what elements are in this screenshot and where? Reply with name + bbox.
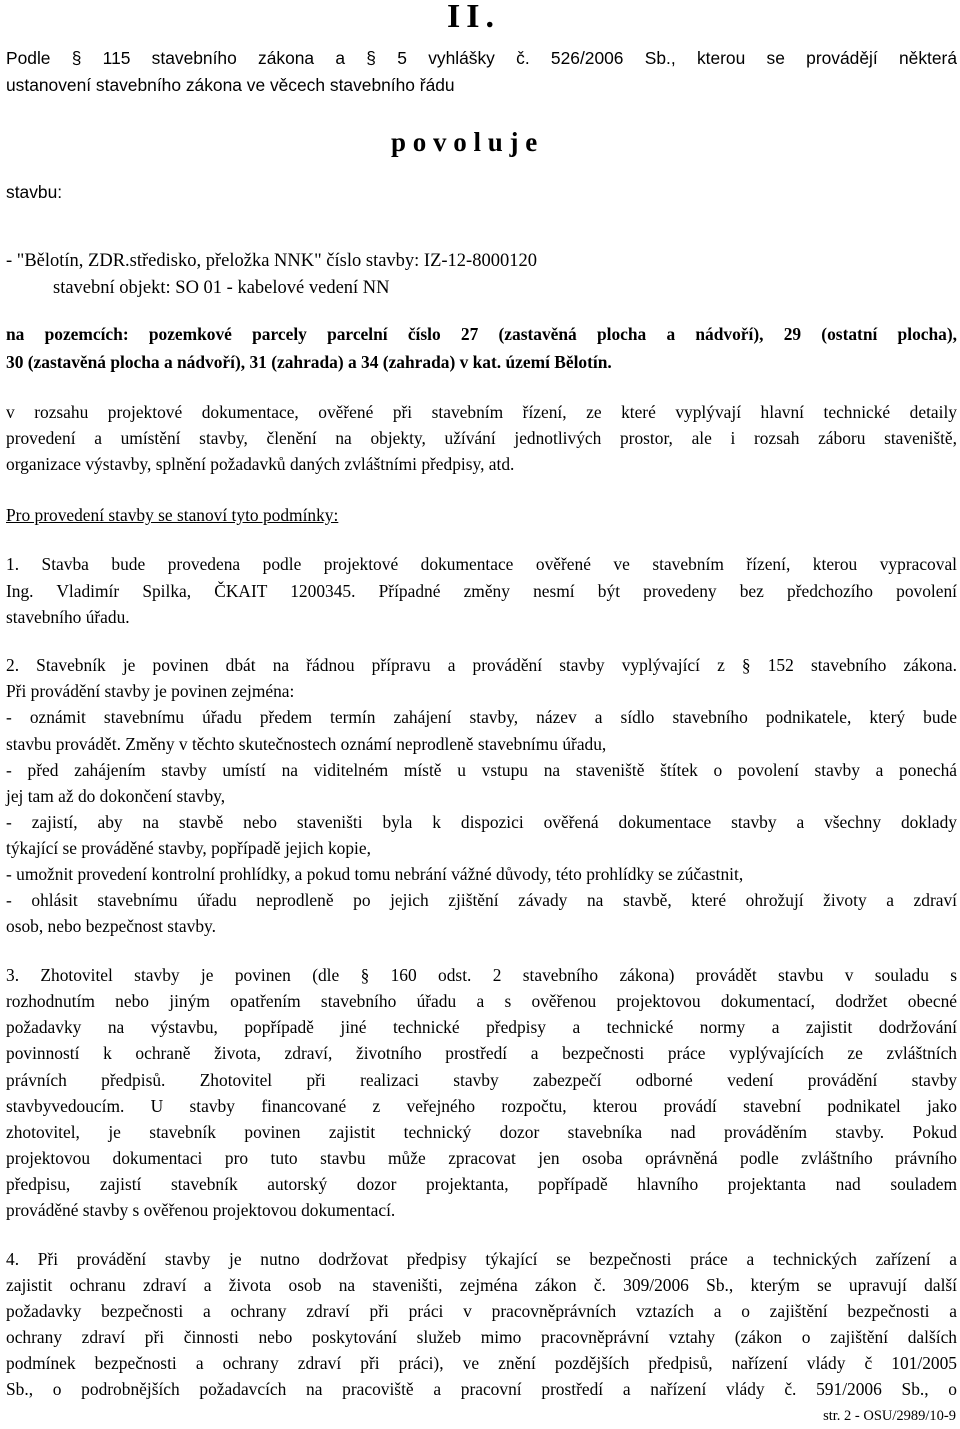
condition-4-line: ochrany zdraví při činnosti nebo poskytování služeb mimo pracovněprávní vztahy (zákon o zajištění dalších: [6, 1327, 957, 1347]
page-footer: str. 2 - OSU/2989/10-9: [823, 1408, 956, 1424]
condition-3-line: předpisu, zajistí stavebník autorský dozor projektanta, popřípadě hlavního projektanta nad souladem: [6, 1174, 957, 1194]
condition-3-line: zhotovitel, je stavebník povinen zajistit technický dozor stavebníka nad prováděním stavby. Pokud: [6, 1122, 957, 1142]
conditions-title: Pro provedení stavby se stanoví tyto podmínky:: [6, 505, 339, 525]
condition-2-line: stavbu provádět. Změny v těchto skutečnostech oznámí neprodleně stavebnímu úřadu,: [6, 734, 607, 754]
intro-line: ustanovení stavebního zákona ve věcech stavebního řádu: [6, 75, 455, 95]
parcels-line: na pozemcích: pozemkové parcely parcelní číslo 27 (zastavěná plocha a nádvoří), 29 (ostatní plocha),: [6, 324, 957, 344]
condition-3-line: projektovou dokumentaci pro tuto stavbu může zpracovat jen osoba oprávněná podle zvláštního právního: [6, 1148, 957, 1168]
scope-line: organizace výstavby, splnění požadavků daných zvláštními předpisy, atd.: [6, 454, 515, 474]
condition-2-line: Při provádění stavby je povinen zejména:: [6, 681, 295, 701]
condition-4-line: podmínek bezpečnosti a ochrany zdraví při práci), ve znění pozdějších předpisů, nařízení vlády č 101/2005: [6, 1353, 957, 1373]
parcels-line: 30 (zastavěná plocha a nádvoří), 31 (zahrada) a 34 (zahrada) v kat. území Bělotín.: [6, 352, 612, 372]
condition-2-line: - umožnit provedení kontrolní prohlídky, a pokud tomu nebrání vážné důvody, této prohlídky se zúčastnit,: [6, 864, 744, 884]
condition-2-line: týkající se prováděné stavby, popřípadě jejich kopie,: [6, 838, 371, 858]
condition-2-line: jej tam až do dokončení stavby,: [6, 786, 226, 806]
condition-3-line: právních předpisů. Zhotovitel při realizaci stavby zabezpečí odborné vedení provádění stavby: [6, 1070, 957, 1090]
intro-line: Podle § 115 stavebního zákona a § 5 vyhlášky č. 526/2006 Sb., kterou se provádějí některá: [6, 48, 957, 68]
condition-2-line: - zajistí, aby na stavbě nebo staveništi byla k dispozici ověřená dokumentace stavby a všechny doklady: [6, 812, 957, 832]
condition-4-line: zajistit ochranu zdraví a života osob na staveništi, zejména zákon č. 309/2006 Sb., kterým se upravují další: [6, 1275, 957, 1295]
condition-3-line: povinností k ochraně života, zdraví, životního prostředí a bezpečnosti práce vyplývajících ze zvláštních: [6, 1043, 957, 1063]
condition-4-line: požadavky bezpečnosti a ochrany zdraví při práci v pracovněprávních vztazích a o zajištění bezpečnosti a: [6, 1301, 957, 1321]
condition-2-line: - ohlásit stavebnímu úřadu neprodleně po jejich zjištění závady na stavbě, které ohrožují životy a zdraví: [6, 890, 957, 910]
condition-1-line: 1. Stavba bude provedena podle projektové dokumentace ověřené ve stavebním řízení, kterou vypracoval: [6, 554, 957, 574]
condition-4-line: Sb., o podrobnějších požadavcích na pracoviště a pracovní prostředí a nařízení vlády č. 591/2006 Sb., o: [6, 1379, 957, 1399]
section-heading: II.: [447, 0, 500, 35]
stavba-title: - "Bělotín, ZDR.středisko, přeložka NNK" číslo stavby: IZ-12-8000120: [6, 251, 537, 271]
condition-1-line: stavebního úřadu.: [6, 607, 130, 627]
condition-3-line: 3. Zhotovitel stavby je povinen (dle § 160 odst. 2 stavebního zákona) provádět stavbu v souladu s: [6, 965, 957, 985]
condition-1-line: Ing. Vladimír Spilka, ČKAIT 1200345. Případné změny nesmí být provedeny bez předchozího povolení: [6, 581, 957, 601]
scope-line: v rozsahu projektové dokumentace, ověřené při stavebním řízení, ze které vyplývají hlavní technické detaily: [6, 402, 957, 422]
stavbu-label: stavbu:: [6, 182, 63, 202]
condition-3-line: stavbyvedoucím. U stavby financované z veřejného rozpočtu, kterou provádí stavební podnikatel jako: [6, 1096, 957, 1116]
scope-line: provedení a umístění stavby, členění na objekty, užívání jednotlivých prostor, ale i rozsah záboru staveniště,: [6, 428, 957, 448]
condition-2-line: osob, nebo bezpečnost stavby.: [6, 916, 216, 936]
condition-3-line: prováděné stavby s ověřenou projektovou dokumentací.: [6, 1200, 396, 1220]
condition-2-line: 2. Stavebník je povinen dbát na řádnou přípravu a provádění stavby vyplývající z § 152 stavebního zákona.: [6, 655, 957, 675]
condition-3-line: požadavky na výstavbu, popřípadě jiné technické předpisy a technické normy a zajistit dodržování: [6, 1017, 957, 1037]
decision-word: p o v o l u j e: [391, 127, 538, 157]
condition-4-line: 4. Při provádění stavby je nutno dodržovat předpisy týkající se bezpečnosti práce a technických zařízení a: [6, 1249, 957, 1269]
condition-3-line: rozhodnutím nebo jiným opatřením stavebního úřadu a s ověřenou projektovou dokumentací, dodržet obecné: [6, 991, 957, 1011]
condition-2-line: - před zahájením stavby umístí na viditelném místě u vstupu na staveniště štítek o povolení stavby a ponechá: [6, 760, 957, 780]
condition-2-line: - oznámit stavebnímu úřadu předem termín zahájení stavby, název a sídlo stavebního podnikatele, který bude: [6, 707, 957, 727]
stavba-object: stavební objekt: SO 01 - kabelové vedení NN: [53, 278, 390, 298]
